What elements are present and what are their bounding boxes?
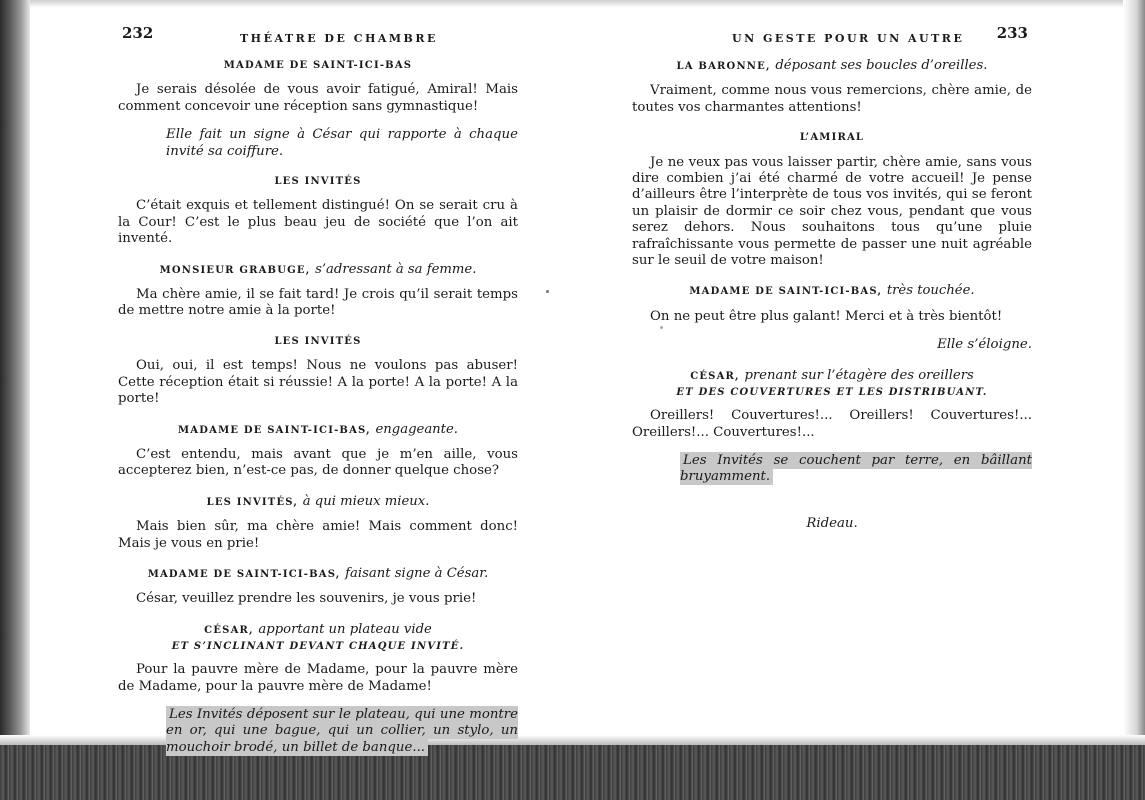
speaker-label: MADAME DE SAINT-ICI-BAS, engageante.	[178, 421, 458, 437]
scan-edge-right	[1123, 0, 1145, 760]
highlight: Les Invités se couchent par terre, en bâillant bruyamment.	[680, 452, 1032, 485]
curtain-text: Rideau.	[806, 515, 858, 531]
speaker-direction-line2: ET DES COUVERTURES ET LES DISTRIBUANT.	[676, 387, 988, 399]
speaker-direction: prenant sur l’étagère des oreillers	[744, 367, 974, 383]
speaker-label: L’AMIRAL	[799, 132, 865, 144]
scan-speck	[546, 290, 549, 293]
speaker-label: MADAME DE SAINT-ICI-BAS	[223, 60, 413, 71]
dialogue-text: Mais bien sûr, ma chère amie! Mais comment donc! Mais je vous en prie!	[118, 519, 518, 551]
speaker-label: LES INVITÉS	[274, 335, 362, 347]
speaker-direction: faisant signe à César.	[345, 565, 489, 581]
scan-edge-left	[0, 0, 30, 800]
right-running-title: UN GESTE POUR UN AUTRE	[732, 32, 965, 45]
speaker-label: MONSIEUR GRABUGE, s’adressant à sa femme.	[159, 261, 477, 277]
speaker-label: MADAME DE SAINT-ICI-BAS, faisant signe à César.	[147, 565, 489, 581]
speaker-direction: à qui mieux mieux.	[302, 493, 430, 509]
speaker-label: MADAME DE SAINT-ICI-BAS, très touchée.	[689, 283, 975, 299]
stage-direction-highlighted	[680, 453, 1032, 486]
left-header	[118, 22, 518, 46]
right-page-number: 233	[996, 24, 1028, 42]
left-page	[118, 22, 518, 756]
dialogue-text: Oreillers! Couvertures!... Oreillers! Couvertures!... Oreillers!... Couvertures!...	[632, 408, 1032, 440]
stage-direction-highlighted	[166, 707, 518, 756]
dialogue-text: Vraiment, comme nous vous remercions, chère amie, de toutes vos charmantes attentions!	[632, 83, 1032, 115]
speaker-direction: s’adressant à sa femme.	[315, 261, 477, 277]
dialogue-text: Je ne veux pas vous laisser partir, chère amie, sans vous dire combien j’ai été charmé de votre accueil! Je pense d’ailleurs être l’interprète de tous vos invités, qui se feront un plaisir de dormir ce soir chez vous, pendant que vous serez dehors. Nous souhaitons tous qu’une pluie rafraîchissante vous permette de passer une nuit agréable sur le seuil de votre maison!	[632, 154, 1032, 269]
speaker-direction: engageante.	[375, 421, 458, 437]
left-running-title: THÉATRE DE CHAMBRE	[240, 32, 438, 45]
highlight: Les Invités déposent sur le plateau, qui une montre en or, qui une bague, qui un collier, un stylo, un mouchoir brodé, un billet de banque...	[166, 706, 518, 755]
speaker-label: CÉSAR, apportant un plateau vide ET S’INCLINANT DEVANT CHAQUE INVITÉ.	[118, 622, 518, 654]
speaker-label: LA BARONNE, déposant ses boucles d’oreilles.	[676, 58, 988, 73]
dialogue-text: C’est entendu, mais avant que je m’en aille, vous accepterez bien, n’est-ce pas, de donner quelque chose?	[118, 446, 518, 479]
stage-direction: Elle fait un signe à César qui rapporte à chaque invité sa coiffure.	[166, 127, 518, 159]
stage-direction: Elle s’éloigne.	[937, 337, 1032, 353]
speaker-label: LES INVITÉS	[274, 176, 362, 188]
speaker-direction-line2: ET S’INCLINANT DEVANT CHAQUE INVITÉ.	[171, 641, 465, 653]
speaker-direction: très touchée.	[886, 283, 975, 299]
right-page	[632, 22, 1032, 532]
right-content	[632, 58, 1032, 532]
dialogue-text: Ma chère amie, il se fait tard! Je crois qu’il serait temps de mettre notre amie à la porte!	[118, 287, 518, 319]
dialogue-text: Oui, oui, il est temps! Nous ne voulons pas abuser! Cette réception était si réussie! A la porte! A la porte! A la porte!	[118, 358, 518, 407]
scan-edge-top	[0, 0, 1145, 8]
dialogue-text: On ne peut être plus galant! Merci et à très bientôt!	[650, 308, 1003, 324]
dialogue-text: C’était exquis et tellement distingué! On se serait cru à la Cour! C’est le plus beau jeu de société que l’on ait inventé.	[118, 198, 518, 247]
left-page-number: 232	[122, 24, 154, 42]
dialogue-text: Je serais désolée de vous avoir fatigué, Amiral! Mais comment concevoir une réception sans gymnastique!	[118, 82, 518, 114]
left-content	[118, 58, 518, 756]
dialogue-text: Pour la pauvre mère de Madame, pour la pauvre mère de Madame, pour la pauvre mère de Madame!	[118, 662, 518, 694]
speaker-direction: déposant ses boucles d’oreilles.	[775, 58, 988, 73]
speaker-label: CÉSAR, prenant sur l’étagère des oreillers ET DES COUVERTURES ET LES DISTRIBUANT.	[632, 368, 1032, 400]
right-header	[632, 22, 1032, 46]
dialogue-text: César, veuillez prendre les souvenirs, je vous prie!	[136, 591, 477, 607]
speaker-label: LES INVITÉS, à qui mieux mieux.	[206, 493, 430, 509]
speaker-direction: apportant un plateau vide	[258, 621, 432, 637]
